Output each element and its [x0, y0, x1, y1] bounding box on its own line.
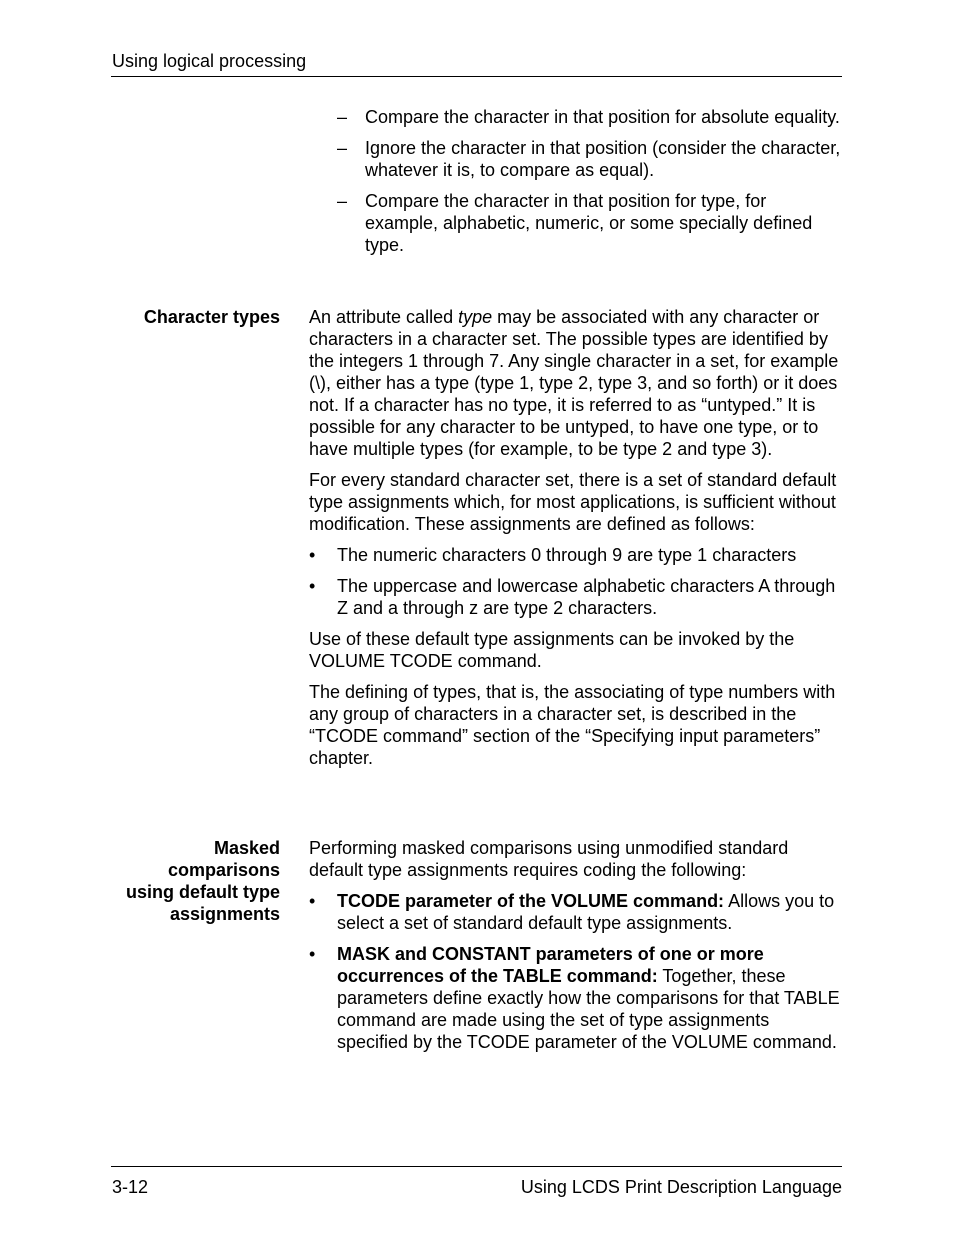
bullet-list	[309, 890, 842, 1053]
dash-item-text: Ignore the character in that position (consider the character, whatever it is, to compare as equal).	[365, 138, 841, 180]
page-number: 3-12	[112, 1177, 149, 1197]
bullet-list	[309, 544, 842, 619]
paragraph: For every standard character set, there is a set of standard default type assignments which, for most applications, is sufficient without modification. These assignments are defined as follows:	[309, 470, 837, 534]
bullet-item	[309, 890, 842, 934]
bullet-item-text	[337, 943, 842, 1053]
heading-line: using default type	[125, 882, 280, 902]
dash-item	[337, 190, 842, 256]
bullet-item-text: The numeric characters 0 through 9 are type 1 characters	[337, 545, 797, 565]
bullet-item-text: The uppercase and lowercase alphabetic characters A through Z and a through z are type 2 characters.	[337, 576, 836, 618]
paragraph-text: An attribute called	[309, 307, 459, 327]
dash-list	[337, 106, 842, 265]
bullet-lead-term: TCODE parameter of the VOLUME command:	[337, 891, 725, 911]
dash-item-text: Compare the character in that position for type, for example, alphabetic, numeric, or some specially defined type.	[365, 191, 813, 255]
dash-marker: –	[337, 191, 348, 211]
dash-marker: –	[337, 138, 348, 158]
bullet-body: Together, these parameters define exactly how the comparisons for that TABLE command are made using the set of type assignments specified by the TCODE parameter of the VOLUME command.	[337, 966, 840, 1052]
bullet-marker: •	[309, 545, 316, 565]
bullet-body: Allows you to select a set of standard default type assignments.	[337, 891, 835, 933]
bullet-item	[309, 575, 842, 619]
paragraph: Performing masked comparisons using unmodified standard default type assignments requires coding the following:	[309, 838, 789, 880]
heading-line: Masked	[213, 838, 280, 858]
book-title: Using LCDS Print Description Language	[520, 1177, 842, 1197]
section-heading-masked-comparisons	[100, 837, 280, 925]
paragraph	[309, 306, 842, 460]
heading-line: comparisons	[167, 860, 280, 880]
bullet-marker: •	[309, 576, 316, 596]
italic-term: type	[458, 307, 493, 327]
header-rule	[111, 76, 842, 77]
running-header: Using logical processing	[112, 51, 307, 71]
section-character-types	[309, 306, 842, 778]
bullet-lead-term: MASK and CONSTANT parameters of one or more occurrences of the TABLE command:	[337, 944, 764, 986]
dash-item	[337, 106, 842, 128]
dash-item-text: Compare the character in that position for absolute equality.	[365, 107, 840, 127]
bullet-item-text	[337, 890, 842, 934]
footer-rule	[111, 1166, 842, 1167]
bullet-item	[309, 544, 842, 566]
paragraph: The defining of types, that is, the associating of type numbers with any group of characters in a character set, is described in the “TCODE command” section of the “Specifying input parameters” chapter.	[309, 682, 836, 768]
paragraph-text: may be associated with any character or characters in a character set. The possible types are identified by the integers 1 through 7. Any single character in a set, for example (\), either has a type (type 1, type 2, type 3, and so forth) or it does not. If a character has no type, it is referred to as “untyped.” It is possible for any character to be untyped, to have one type, or to have multiple types (for example, to be type 2 and type 3).	[309, 307, 839, 459]
bullet-item	[309, 943, 842, 1053]
bullet-marker: •	[309, 944, 316, 964]
paragraph: Use of these default type assignments can be invoked by the VOLUME TCODE command.	[309, 629, 795, 671]
bullet-marker: •	[309, 891, 316, 911]
section-heading-character-types: Character types	[143, 307, 280, 327]
dash-item	[337, 137, 842, 181]
section-masked-comparisons	[309, 837, 842, 1062]
heading-line: assignments	[169, 904, 280, 924]
dash-marker: –	[337, 107, 348, 127]
